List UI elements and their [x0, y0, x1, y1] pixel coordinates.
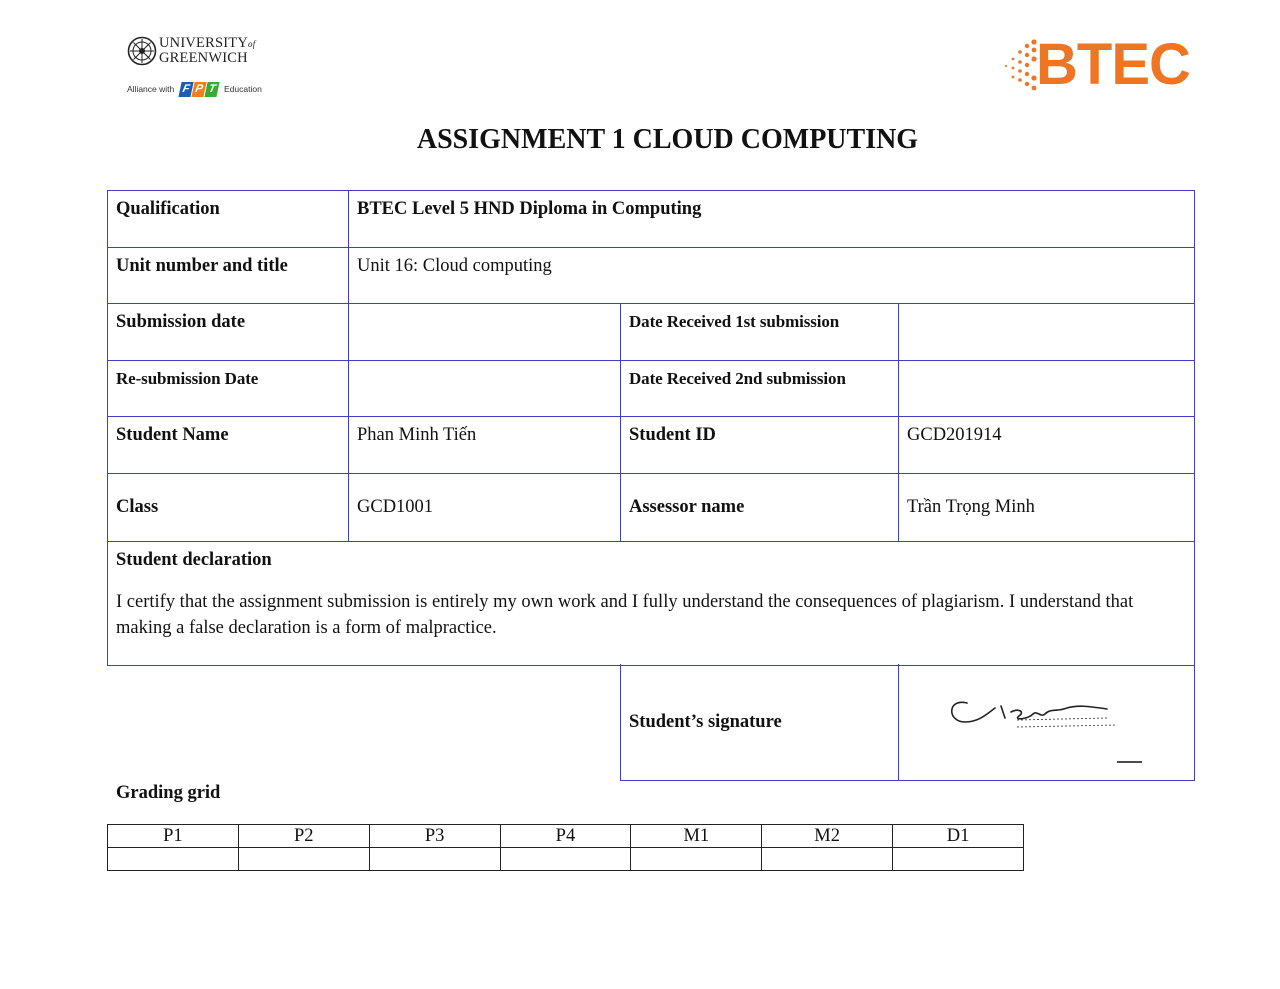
- declaration-body: I certify that the assignment submission is entirely my own work and I fully understand the consequences of plagiarism. I understand that making a false declaration is a form of malpractice.: [116, 592, 1134, 638]
- qualification-value: BTEC Level 5 HND Diploma in Computing: [349, 191, 1195, 248]
- student-id-label: Student ID: [621, 417, 899, 474]
- table-row: [621, 664, 1195, 781]
- university-crest-icon: [127, 36, 157, 66]
- grading-grid: [107, 824, 1024, 871]
- btec-wordmark: BTEC: [1036, 32, 1190, 97]
- unit-value: Unit 16: Cloud computing: [349, 248, 1195, 304]
- resubmission-date-value: [349, 361, 621, 417]
- table-row: [108, 474, 1195, 542]
- signature-box: [899, 664, 1195, 781]
- handwritten-signature: [907, 672, 1147, 772]
- grade-header-p3: P3: [369, 825, 500, 848]
- table-row: [108, 542, 1195, 666]
- submission-date-label: Submission date: [108, 304, 349, 361]
- table-row: [108, 248, 1195, 304]
- date-received-1-value: [899, 304, 1195, 361]
- grading-grid-label: Grading grid: [116, 783, 221, 803]
- grade-value-p4: [500, 848, 631, 871]
- date-received-2-value: [899, 361, 1195, 417]
- declaration-heading: Student declaration: [116, 550, 272, 570]
- page-title: ASSIGNMENT 1 CLOUD COMPUTING: [416, 124, 919, 155]
- university-logo: [125, 34, 265, 100]
- grade-header-d1: D1: [893, 825, 1024, 848]
- btec-dots-icon: [1000, 38, 1040, 94]
- grade-header-p2: P2: [238, 825, 369, 848]
- grade-header-p1: P1: [108, 825, 239, 848]
- submission-date-value: [349, 304, 621, 361]
- table-row: [108, 191, 1195, 248]
- assessor-value: Trần Trọng Minh: [899, 474, 1195, 542]
- table-row: [108, 417, 1195, 474]
- date-received-2-label: Date Received 2nd submission: [621, 361, 899, 417]
- student-id-value: GCD201914: [899, 417, 1195, 474]
- grading-header-row: [108, 825, 1024, 848]
- class-label: Class: [108, 474, 349, 542]
- student-name-value: Phan Minh Tiến: [349, 417, 621, 474]
- student-name-label: Student Name: [108, 417, 349, 474]
- btec-logo: [1000, 32, 1200, 98]
- class-value: GCD1001: [349, 474, 621, 542]
- grade-value-p2: [238, 848, 369, 871]
- alliance-line: Alliance with F P T Education: [127, 83, 262, 95]
- grade-value-d1: [893, 848, 1024, 871]
- university-name: UNIVERSITYof GREENWICH: [159, 35, 256, 66]
- grade-header-p4: P4: [500, 825, 631, 848]
- assignment-info-table: [107, 190, 1195, 666]
- grade-value-m1: [631, 848, 762, 871]
- resubmission-date-label: Re-submission Date: [108, 361, 349, 417]
- signature-label: Student’s signature: [621, 664, 899, 781]
- grade-header-m2: M2: [762, 825, 893, 848]
- student-declaration: [108, 542, 1195, 666]
- grading-value-row: [108, 848, 1024, 871]
- grade-value-p3: [369, 848, 500, 871]
- assessor-label: Assessor name: [621, 474, 899, 542]
- signature-table: [620, 664, 1195, 781]
- unit-label: Unit number and title: [108, 248, 349, 304]
- table-row: [108, 361, 1195, 417]
- grade-value-p1: [108, 848, 239, 871]
- grade-header-m1: M1: [631, 825, 762, 848]
- date-received-1-label: Date Received 1st submission: [621, 304, 899, 361]
- qualification-label: Qualification: [108, 191, 349, 248]
- fpt-logo: F P T: [180, 82, 219, 97]
- grade-value-m2: [762, 848, 893, 871]
- table-row: [108, 304, 1195, 361]
